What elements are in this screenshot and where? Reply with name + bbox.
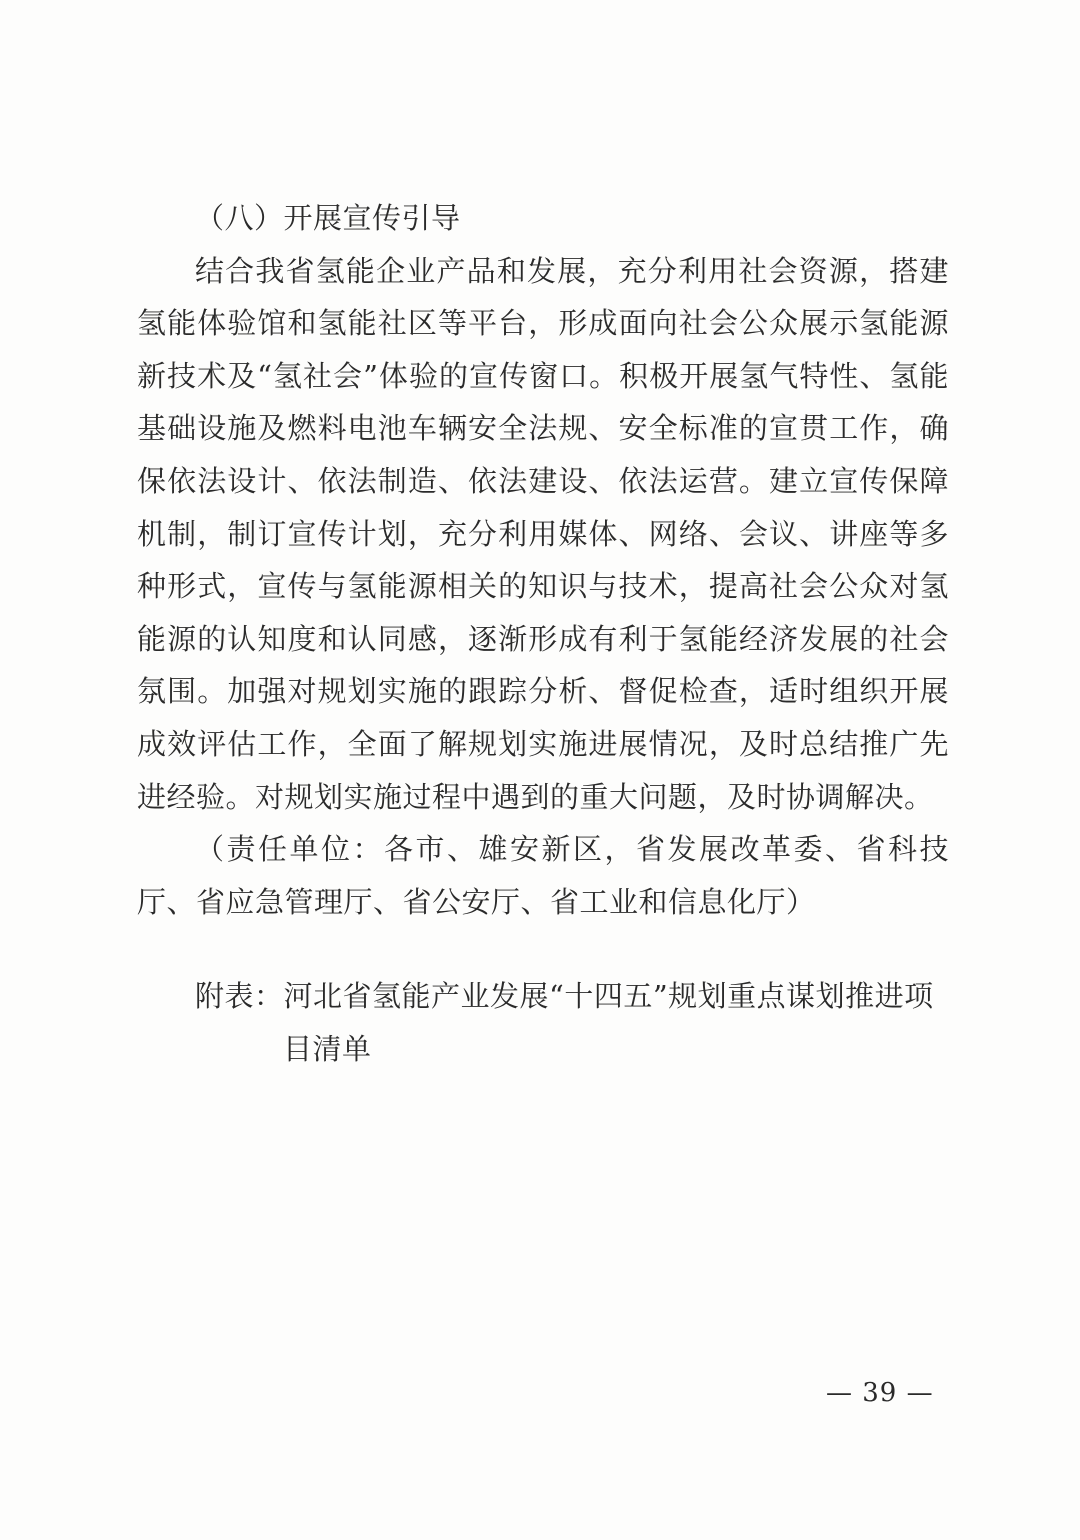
page-number: — 39 — — [826, 1378, 934, 1408]
body-paragraph: 结合我省氢能企业产品和发展，充分利用社会资源，搭建氢能体验馆和氢能社区等平台，形成面向社会公众展示氢能源新技术及“氢社会”体验的宣传窗口。积极开展氢气特性、氢能基础设施及燃料电池车辆安全法规、安全标准的宣贯工作，确保依法设计、依法制造、依法建设、依法运营。建立宣传保障机制，制订宣传计划，充分利用媒体、网络、会议、讲座等多种形式，宣传与氢能源相关的知识与技术，提高社会公众对氢能源的认知度和认同感，逐渐形成有利于氢能经济发展的社会氛围。加强对规划实施的跟踪分析、督促检查，适时组织开展成效评估工作，全面了解规划实施进展情况，及时总结推广先进经验。对规划实施过程中遇到的重大问题，及时协调解决。 — [137, 253, 949, 814]
section-heading: （八）开展宣传引导 — [195, 201, 461, 235]
responsibility-note: （责任单位：各市、雄安新区，省发展改革委、省科技厅、省应急管理厅、省公安厅、省工业和信息化厅） — [137, 832, 949, 919]
annex-note: 附表：河北省氢能产业发展“十四五”规划重点谋划推进项目清单 — [195, 979, 934, 1066]
document-body — [137, 192, 949, 1076]
